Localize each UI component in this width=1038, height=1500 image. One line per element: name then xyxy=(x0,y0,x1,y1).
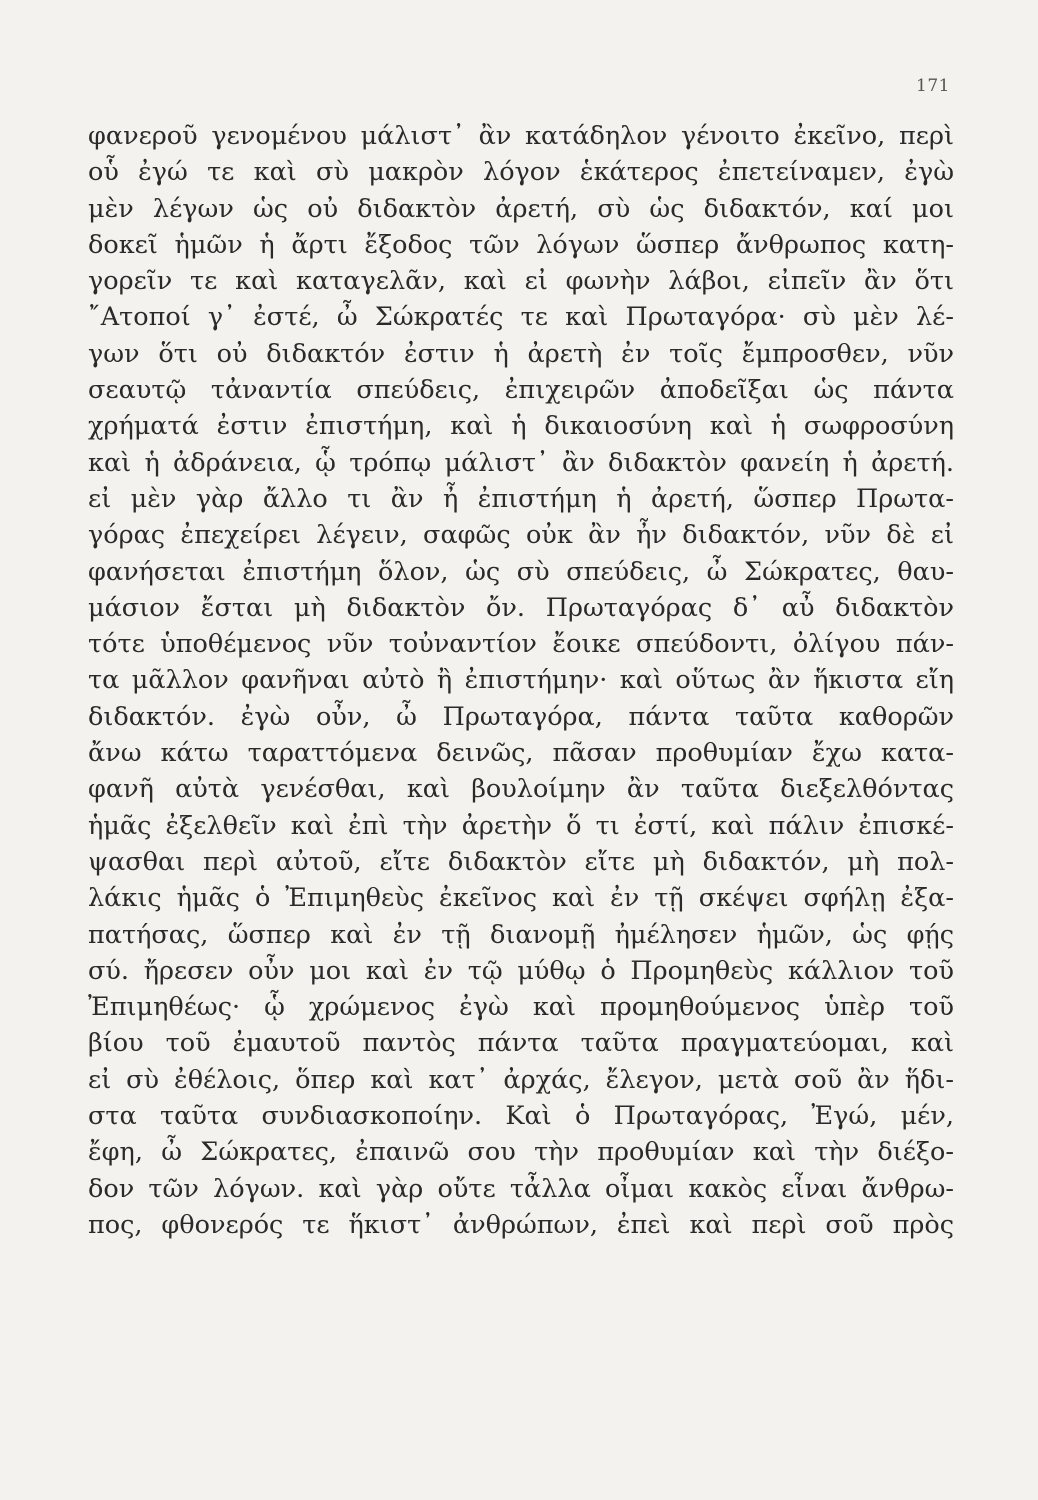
text-line: βίου τοῦ ἐμαυτοῦ παντὸς πάντα ταῦτα πραγματεύομαι, καὶ xyxy=(88,1028,954,1059)
text-line: Ἐπιμηθέως· ᾧ χρώμενος ἐγὼ καὶ προμηθούμενος ὑπὲρ τοῦ xyxy=(88,992,954,1023)
text-line: ψασθαι περὶ αὐτοῦ, εἴτε διδακτὸν εἴτε μὴ διδακτόν, μὴ πολ- xyxy=(88,846,954,877)
text-line: ἄνω κάτω ταραττόμενα δεινῶς, πᾶσαν προθυμίαν ἔχω κατα- xyxy=(88,738,954,769)
text-line: μάσιον ἔσται μὴ διδακτὸν ὄν. Πρωταγόρας δ᾽ αὖ διδακτὸν xyxy=(88,592,954,623)
text-line: ἔφη, ὦ Σώκρατες, ἐπαινῶ σου τὴν προθυμίαν καὶ τὴν διέξο- xyxy=(88,1137,954,1168)
text-line: δοκεῖ ἡμῶν ἡ ἄρτι ἔξοδος τῶν λόγων ὥσπερ ἄνθρωπος κατη- xyxy=(88,229,954,260)
text-line: πος, φθονερός τε ἥκιστ᾽ ἀνθρώπων, ἐπεὶ καὶ περὶ σοῦ πρὸς xyxy=(88,1209,954,1240)
text-line: διδακτόν. ἐγὼ οὖν, ὦ Πρωταγόρα, πάντα ταῦτα καθορῶν xyxy=(88,701,954,732)
text-line: ῎Ατοποί γ᾽ ἐστέ, ὦ Σώκρατές τε καὶ Πρωταγόρα· σὺ μὲν λέ- xyxy=(88,302,954,333)
text-line: φανῆ αὐτὰ γενέσθαι, καὶ βουλοίμην ἂν ταῦτα διεξελθόντας xyxy=(88,774,954,805)
text-line: τότε ὑποθέμενος νῦν τοὐναντίον ἔοικε σπεύδοντι, ὀλίγου πάν- xyxy=(88,629,954,660)
page-number: 171 xyxy=(916,76,950,96)
text-line: εἰ σὺ ἐθέλοις, ὅπερ καὶ κατ᾽ ἀρχάς, ἔλεγον, μετὰ σοῦ ἂν ἥδι- xyxy=(88,1064,954,1095)
text-line: σύ. ἤρεσεν οὖν μοι καὶ ἐν τῷ μύθῳ ὁ Προμηθεὺς κάλλιον τοῦ xyxy=(88,955,954,986)
text-line: δον τῶν λόγων. καὶ γὰρ οὔτε τἆλλα οἶμαι κακὸς εἶναι ἄνθρω- xyxy=(88,1173,954,1204)
text-line: καὶ ἡ ἀδράνεια, ᾧ τρόπῳ μάλιστ᾽ ἂν διδακτὸν φανείη ἡ ἀρετή. xyxy=(88,447,954,478)
text-line: φανεροῦ γενομένου μάλιστ᾽ ἂν κατάδηλον γένοιτο ἐκεῖνο, περὶ xyxy=(88,121,954,151)
text-line: γων ὅτι οὐ διδακτόν ἐστιν ἡ ἀρετὴ ἐν τοῖς ἔμπροσθεν, νῦν xyxy=(88,338,954,369)
text-line: εἰ μὲν γὰρ ἄλλο τι ἂν ἦ ἐπιστήμη ἡ ἀρετή, ὥσπερ Πρωτα- xyxy=(88,483,954,514)
text-line: ἡμᾶς ἐξελθεῖν καὶ ἐπὶ τὴν ἀρετὴν ὅ τι ἐστί, καὶ πάλιν ἐπισκέ- xyxy=(88,810,954,841)
text-line: χρήματά ἐστιν ἐπιστήμη, καὶ ἡ δικαιοσύνη καὶ ἡ σωφροσύνη xyxy=(88,411,954,442)
text-line: στα ταῦτα συνδιασκοποίην. Καὶ ὁ Πρωταγόρας, Ἐγώ, μέν, xyxy=(88,1101,954,1132)
text-line: σεαυτῷ τἀναντία σπεύδεις, ἐπιχειρῶν ἀποδεῖξαι ὡς πάντα xyxy=(88,375,954,406)
text-line: γορεῖν τε καὶ καταγελᾶν, καὶ εἰ φωνὴν λάβοι, εἰπεῖν ἂν ὅτι xyxy=(88,266,954,297)
text-line: πατήσας, ὥσπερ καὶ ἐν τῇ διανομῇ ἠμέλησεν ἡμῶν, ὡς φῄς xyxy=(88,919,954,950)
body-text xyxy=(88,118,954,1243)
text-line: φανήσεται ἐπιστήμη ὅλον, ὡς σὺ σπεύδεις, ὦ Σώκρατες, θαυ- xyxy=(88,556,954,587)
text-line: οὗ ἐγώ τε καὶ σὺ μακρὸν λόγον ἑκάτερος ἐπετείναμεν, ἐγὼ xyxy=(88,157,954,188)
text-line: γόρας ἐπεχείρει λέγειν, σαφῶς οὐκ ἂν ἦν διδακτόν, νῦν δὲ εἰ xyxy=(88,520,954,551)
text-line: μὲν λέγων ὡς οὐ διδακτὸν ἀρετή, σὺ ὡς διδακτόν, καί μοι xyxy=(88,193,954,224)
text-line: λάκις ἡμᾶς ὁ Ἐπιμηθεὺς ἐκεῖνος καὶ ἐν τῇ σκέψει σφήλῃ ἐξα- xyxy=(88,883,954,914)
text-line: τα μᾶλλον φανῆναι αὐτὸ ἢ ἐπιστήμην· καὶ οὕτως ἂν ἥκιστα εἴη xyxy=(88,665,954,696)
